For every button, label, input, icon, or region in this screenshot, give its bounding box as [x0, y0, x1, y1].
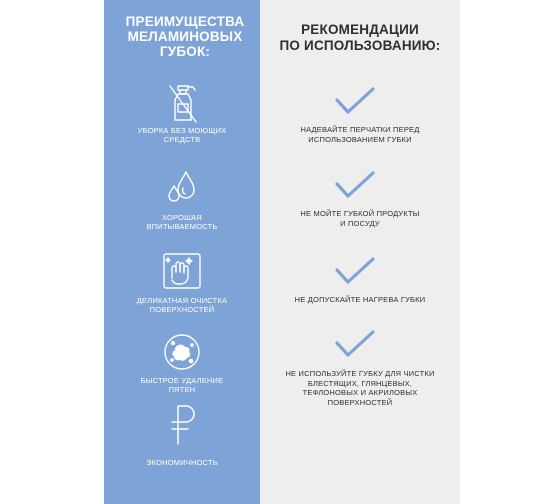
recommendations-panel — [260, 0, 460, 504]
water-drops-icon — [156, 166, 208, 210]
recommendation-text-1: НАДЕВАЙТЕ ПЕРЧАТКИ ПЕРЕД ИСПОЛЬЗОВАНИЕМ ГУБКИ — [300, 125, 420, 144]
recommendation-text-4: НЕ ИСПОЛЬЗУЙТЕ ГУБКУ ДЛЯ ЧИСТКИ БЛЕСТЯЩИХ, ГЛЯНЦЕВЫХ, ТЕФЛОНОВЫХ И АКРИЛОВЫХ ПОВЕРХНОСТЕЙ — [285, 369, 435, 407]
no-detergent-spray-icon — [156, 80, 208, 124]
checkmark-icon — [330, 256, 380, 286]
ruble-icon — [156, 402, 208, 446]
hand-wiping-icon — [156, 248, 208, 292]
advantage-label-5: ЭКОНОМИЧНОСТЬ — [146, 458, 218, 467]
advantage-label-1: УБОРКА БЕЗ МОЮЩИХ СРЕДСТВ — [137, 126, 227, 144]
recommendations-title: РЕКОМЕНДАЦИИ ПО ИСПОЛЬЗОВАНИЮ: — [279, 22, 441, 53]
stain-removal-icon — [156, 330, 208, 374]
advantages-title: ПРЕИМУЩЕСТВА МЕЛАМИНОВЫХ ГУБОК: — [125, 14, 245, 59]
checkmark-icon — [330, 86, 380, 116]
checkmark-icon — [330, 329, 380, 359]
advantage-label-2: ХОРОШАЯ ВПИТЫВАЕМОСТЬ — [146, 213, 218, 231]
recommendation-text-2: НЕ МОЙТЕ ГУБКОЙ ПРОДУКТЫ И ПОСУДУ — [300, 209, 420, 228]
checkmark-icon — [330, 170, 380, 200]
recommendation-text-3: НЕ ДОПУСКАЙТЕ НАГРЕВА ГУБКИ — [294, 295, 426, 304]
advantage-label-3: ДЕЛИКАТНАЯ ОЧИСТКА ПОВЕРХНОСТЕЙ — [136, 296, 228, 314]
advantage-label-4: БЫСТРОЕ УДАЛЕНИЕ ПЯТЕН — [140, 376, 224, 394]
